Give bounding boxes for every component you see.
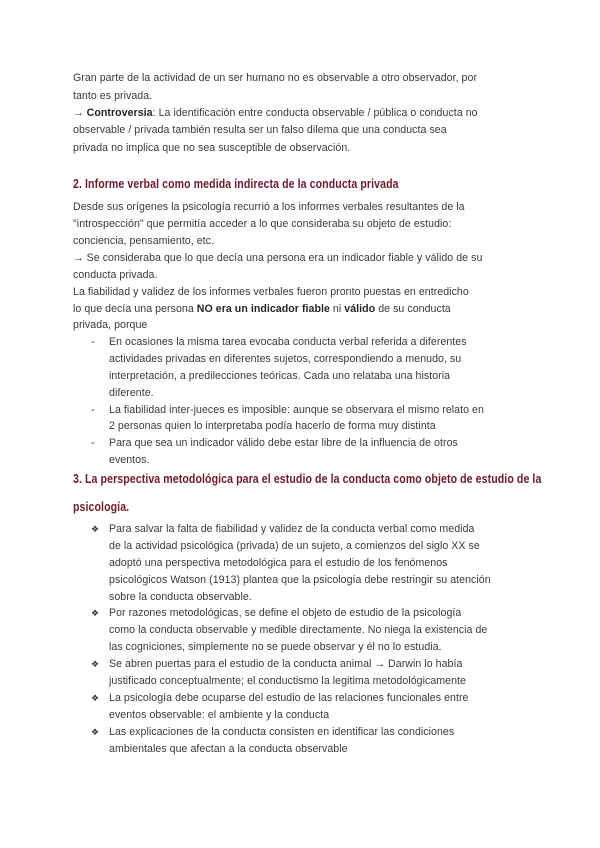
list-item-line: eventos. <box>109 454 150 466</box>
list-item-line: adoptó una perspectiva metodológica para el estudio de los fenómenos <box>109 557 448 569</box>
diamond-bullet-icon: ❖ <box>91 608 100 618</box>
list-item-line: Para salvar la falta de fiabilidad y validez de la conducta verbal como medida <box>109 523 475 535</box>
list-item-line: actividades privadas en diferentes sujetos, correspondiendo a menudo, su <box>109 353 462 365</box>
controversia-label: Controversia <box>86 107 153 119</box>
list-item-line: como la conducta observable y medible directamente. No niega la existencia de <box>109 624 488 636</box>
controversia-line <box>73 106 478 120</box>
list-item-line: Por razones metodológicas, se define el objeto de estudio de la psicología <box>109 607 462 619</box>
intro-line: Gran parte de la actividad de un ser humano no es observable a otro observador, por <box>73 72 478 84</box>
diamond-bullet-icon: ❖ <box>91 659 100 669</box>
body-line: Desde sus orígenes la psicología recurrió a los informes verbales resultantes de la <box>73 201 465 213</box>
intro-line: tanto es privada. <box>73 90 153 102</box>
diamond-bullet-icon: ❖ <box>91 693 100 703</box>
section-3-heading-cont: psicología. <box>73 500 130 514</box>
intro-line: privada no implica que no sea susceptible de observación. <box>73 142 351 154</box>
list-item-line: ambientales que afectan a la conducta observable <box>109 743 348 755</box>
body-line: privada, porque <box>73 319 148 331</box>
list-item-line: Las explicaciones de la conducta consisten en identificar las condiciones <box>109 726 455 738</box>
list-item-line: de la actividad psicológica (privada) de un sujeto, a comienzos del siglo XX se <box>109 540 480 552</box>
list-item-line: las cogniciones, simplemente no se puede observar y él no lo estudia. <box>109 641 442 653</box>
body-line: "introspección" que permitía acceder a lo que consideraba su objeto de estudio: <box>73 218 452 230</box>
arrow: → <box>73 107 87 119</box>
diamond-bullet-icon: ❖ <box>91 727 100 737</box>
text-run: de su conducta <box>375 303 451 315</box>
dash-bullet: - <box>91 437 95 449</box>
list-item-line: La psicología debe ocuparse del estudio de las relaciones funcionales entre <box>109 692 469 704</box>
list-item-line: sobre la conducta observable. <box>109 591 252 603</box>
list-item-line: justificado conceptualmente; el conductismo la legitima metodológicamente <box>109 675 466 687</box>
list-item-line: En ocasiones la misma tarea evocaba conducta verbal referida a diferentes <box>109 336 467 348</box>
text-run: ni <box>329 303 345 315</box>
section-3-heading: 3. La perspectiva metodológica para el estudio de la conducta como objeto de estudio de la <box>73 472 542 486</box>
list-item-line: Se abren puertas para el estudio de la conducta animal → Darwin lo había <box>109 658 463 670</box>
controversia-text: : La identificación entre conducta observable / pública o conducta no <box>152 107 478 119</box>
dash-bullet: - <box>91 336 95 348</box>
list-item-line: psicológicos Watson (1913) plantea que la psicología debe restringir su atención <box>109 574 491 586</box>
text-run: lo que decía una persona <box>73 303 197 315</box>
list-item-line: La fiabilidad inter-jueces es imposible: aunque se observara el mismo relato en <box>109 404 484 416</box>
list-item-line: diferente. <box>109 387 154 399</box>
dash-bullet: - <box>91 404 95 416</box>
diamond-bullet-icon: ❖ <box>91 524 100 534</box>
list-item-line: eventos observable: el ambiente y la conducta <box>109 709 330 721</box>
section-2-heading: 2. Informe verbal como medida indirecta de la conducta privada <box>73 177 399 191</box>
body-line: La fiabilidad y validez de los informes verbales fueron pronto puestas en entredicho <box>73 286 469 298</box>
list-item-line: 2 personas quien lo interpretaba podía hacerlo de forma muy distinta <box>109 420 436 432</box>
body-line: conciencia, pensamiento, etc. <box>73 235 215 247</box>
list-item-line: Para que sea un indicador válido debe estar libre de la influencia de otros <box>109 437 458 449</box>
body-line: conducta privada. <box>73 269 158 281</box>
body-line-bold <box>73 302 451 316</box>
bold-run: válido <box>344 303 376 315</box>
bold-run: NO era un indicador fiable <box>196 303 330 315</box>
body-line: → Se consideraba que lo que decía una persona era un indicador fiable y válido de su <box>73 252 483 264</box>
list-item-line: interpretación, a predilecciones teóricas. Cada uno relataba una historia <box>109 370 451 382</box>
intro-line: observable / privada también resulta ser un falso dilema que una conducta sea <box>73 124 447 136</box>
